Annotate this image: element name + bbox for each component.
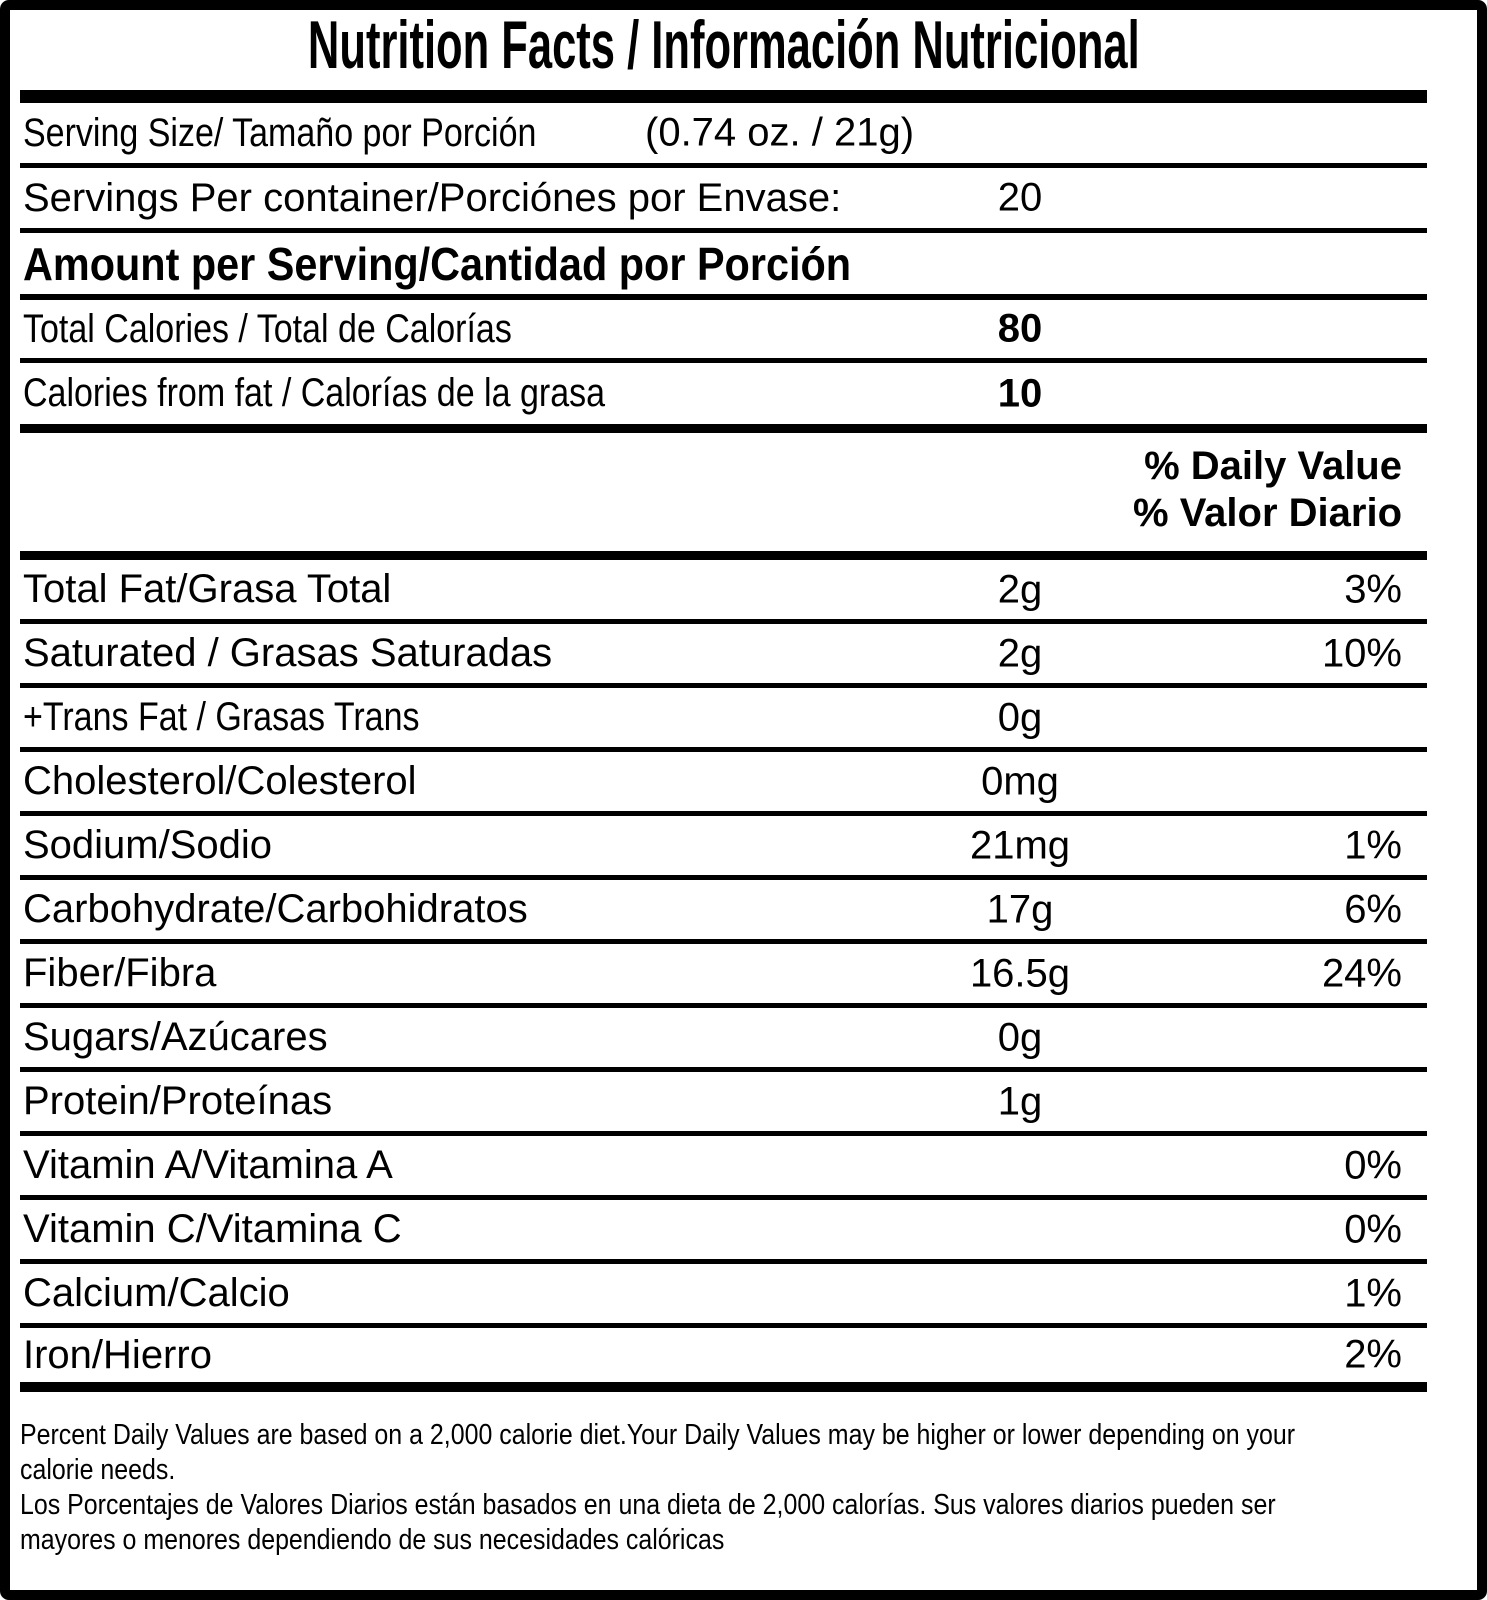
nutrient-value: 2g <box>997 631 1043 675</box>
label-content <box>20 0 1427 1558</box>
serving-size-value: (0.74 oz. / 21g) <box>645 110 915 155</box>
footnote-line-es-2: mayores o menores dependiendo de sus necesidades calóricas <box>20 1524 725 1556</box>
nutrient-pct: 1% <box>1344 1271 1402 1315</box>
nutrient-row-carbohydrate <box>20 880 1427 944</box>
footnote-line-en-2: calorie needs. <box>20 1454 176 1486</box>
title-divider-bar <box>20 90 1427 103</box>
nutrient-label: Fiber/Fibra <box>23 951 217 995</box>
nutrient-value: 16.5g <box>969 951 1071 995</box>
nutrient-pct: 0% <box>1344 1207 1402 1251</box>
daily-value-header-row <box>20 433 1427 560</box>
nutrient-row-total-fat <box>20 560 1427 624</box>
amount-per-serving-header-row <box>20 233 1427 300</box>
nutrient-row-protein <box>20 1072 1427 1136</box>
servings-per-container-row <box>20 168 1427 233</box>
nutrient-label: Cholesterol/Colesterol <box>23 759 417 803</box>
nutrient-pct: 0% <box>1344 1143 1402 1187</box>
nutrient-label: Vitamin C/Vitamina C <box>23 1207 402 1251</box>
nutrient-pct: 2% <box>1344 1332 1402 1377</box>
servings-per-container-value: 20 <box>997 175 1043 220</box>
nutrient-label: Saturated / Grasas Saturadas <box>23 631 553 675</box>
nutrient-row-fiber <box>20 944 1427 1008</box>
nutrient-label: Sodium/Sodio <box>23 823 273 867</box>
calories-from-fat-label: Calories from fat / Calorías de la grasa <box>23 371 606 415</box>
nutrient-label: Calcium/Calcio <box>23 1271 290 1315</box>
nutrient-row-sodium <box>20 816 1427 880</box>
total-calories-label: Total Calories / Total de Calorías <box>23 306 512 351</box>
daily-value-header-es: % Valor Diario <box>1133 491 1402 535</box>
nutrient-label: Sugars/Azúcares <box>23 1015 328 1059</box>
nutrient-row-sugars <box>20 1008 1427 1072</box>
nutrient-value: 17g <box>986 887 1054 931</box>
nutrient-row-iron <box>20 1328 1427 1392</box>
label-title: Nutrition Facts / Información Nutricional <box>307 7 1140 83</box>
nutrient-pct: 24% <box>1321 951 1402 995</box>
nutrient-value: 0g <box>997 695 1043 739</box>
nutrient-value: 0mg <box>981 759 1059 803</box>
nutrient-row-saturated-fat <box>20 624 1427 688</box>
footnote <box>20 1392 1427 1558</box>
total-calories-row <box>20 300 1427 363</box>
nutrient-row-cholesterol <box>20 752 1427 816</box>
footnote-line-en-1: Percent Daily Values are based on a 2,000 calorie diet.Your Daily Values may be higher or lower depending on your <box>20 1419 1296 1451</box>
nutrient-pct: 3% <box>1344 567 1402 611</box>
nutrient-pct: 6% <box>1344 887 1402 931</box>
nutrient-row-vitamin-a <box>20 1136 1427 1200</box>
nutrient-value: 0g <box>997 1015 1043 1059</box>
calories-from-fat-row <box>20 363 1427 433</box>
nutrient-label: +Trans Fat / Grasas Trans <box>23 695 420 739</box>
nutrient-row-vitamin-c <box>20 1200 1427 1264</box>
serving-size-label: Serving Size/ Tamaño por Porción <box>23 110 537 155</box>
label-title-row <box>20 0 1427 90</box>
nutrient-value: 2g <box>997 567 1043 611</box>
amount-per-serving-header: Amount per Serving/Cantidad por Porción <box>23 237 852 290</box>
nutrient-pct: 10% <box>1321 631 1402 675</box>
calories-from-fat-value: 10 <box>997 371 1043 415</box>
nutrient-label: Total Fat/Grasa Total <box>23 567 392 611</box>
daily-value-header-en: % Daily Value <box>1144 444 1402 488</box>
serving-size-row <box>20 103 1427 168</box>
nutrient-label: Carbohydrate/Carbohidratos <box>23 887 528 931</box>
nutrient-value: 21mg <box>969 823 1071 867</box>
servings-per-container-label: Servings Per container/Porciónes por Envase: <box>23 175 842 220</box>
footnote-line-es-1: Los Porcentajes de Valores Diarios están basados en una dieta de 2,000 calorías. Sus valores diarios pueden ser <box>20 1489 1276 1521</box>
nutrient-row-calcium <box>20 1264 1427 1328</box>
nutrient-value: 1g <box>997 1079 1043 1123</box>
total-calories-value: 80 <box>997 306 1043 351</box>
nutrient-label: Vitamin A/Vitamina A <box>23 1143 393 1187</box>
nutrient-label: Protein/Proteínas <box>23 1079 333 1123</box>
nutrient-row-trans-fat <box>20 688 1427 752</box>
nutrient-label: Iron/Hierro <box>23 1332 212 1377</box>
nutrient-pct: 1% <box>1344 823 1402 867</box>
